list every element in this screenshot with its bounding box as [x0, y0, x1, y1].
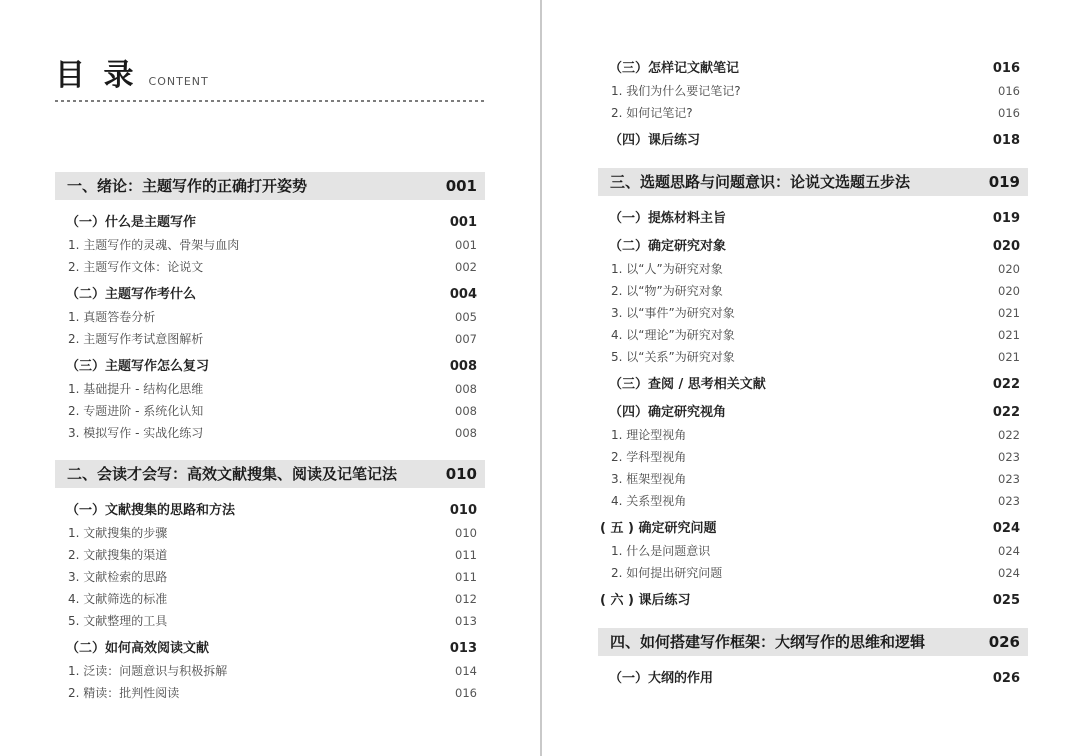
toc-section-row — [598, 208, 1028, 230]
toc-entry-page-number: 004 — [449, 287, 477, 302]
toc-entry-page-number: 026 — [992, 671, 1020, 686]
toc-entry-label: 1. 理论型视角 — [611, 428, 687, 442]
toc-entry-label: 2. 如何提出研究问题 — [611, 566, 723, 580]
toc-item-row — [598, 468, 1028, 490]
toc-entry-label: （三）查阅 / 思考相关文献 — [609, 377, 766, 392]
toc-entry-page-number: 016 — [992, 61, 1020, 76]
page-title: 目 录 — [55, 58, 138, 93]
toc-item-row — [598, 80, 1028, 102]
toc-entry-label: 一、绪论：主题写作的正确打开姿势 — [67, 177, 308, 195]
toc-chapter-row — [55, 460, 485, 488]
toc-entry-label: 4. 以“理论”为研究对象 — [611, 328, 735, 342]
toc-entry-page-number: 018 — [992, 133, 1020, 148]
toc-entry-label: 4. 文献筛选的标准 — [68, 592, 168, 606]
page-right — [543, 0, 1080, 756]
toc-left-column — [55, 110, 485, 704]
toc-item-row — [55, 256, 485, 278]
toc-entry-page-number: 011 — [455, 570, 477, 584]
toc-title-block — [55, 0, 485, 110]
toc-entry-page-number: 026 — [988, 633, 1020, 651]
toc-entry-page-number: 010 — [455, 526, 477, 540]
toc-entry-page-number: 021 — [998, 350, 1020, 364]
toc-entry-label: ( 五 ) 确定研究问题 — [600, 521, 717, 536]
toc-entry-page-number: 013 — [449, 641, 477, 656]
toc-entry-page-number: 022 — [992, 377, 1020, 392]
toc-entry-page-number: 020 — [998, 284, 1020, 298]
toc-entry-page-number: 019 — [988, 173, 1020, 191]
toc-item-row — [55, 328, 485, 350]
toc-entry-page-number: 023 — [998, 472, 1020, 486]
toc-item-row — [598, 280, 1028, 302]
toc-entry-page-number: 001 — [455, 238, 477, 252]
toc-right-column — [598, 0, 1028, 690]
toc-item-row — [55, 234, 485, 256]
toc-item-row — [55, 400, 485, 422]
toc-entry-page-number: 023 — [998, 494, 1020, 508]
toc-entry-page-number: 025 — [992, 593, 1020, 608]
toc-entry-page-number: 020 — [998, 262, 1020, 276]
toc-section-row — [55, 212, 485, 234]
toc-item-row — [598, 102, 1028, 124]
toc-item-row — [598, 324, 1028, 346]
toc-section-row — [598, 130, 1028, 152]
toc-item-row — [55, 544, 485, 566]
toc-entry-label: （一）什么是主题写作 — [66, 215, 197, 230]
toc-item-row — [55, 660, 485, 682]
toc-entry-label: 1. 基础提升 - 结构化思维 — [68, 382, 204, 396]
toc-section-row — [55, 638, 485, 660]
toc-section-alt-row — [598, 590, 1028, 612]
toc-item-row — [55, 588, 485, 610]
toc-section-alt-row — [598, 518, 1028, 540]
toc-entry-page-number: 016 — [455, 686, 477, 700]
toc-entry-label: 2. 以“物”为研究对象 — [611, 284, 723, 298]
toc-entry-label: （二）主题写作考什么 — [66, 287, 197, 302]
toc-entry-label: （二）如何高效阅读文献 — [66, 641, 210, 656]
toc-entry-label: ( 六 ) 课后练习 — [600, 593, 691, 608]
toc-entry-label: （一）提炼材料主旨 — [609, 211, 727, 226]
toc-entry-page-number: 005 — [455, 310, 477, 324]
toc-item-row — [55, 682, 485, 704]
toc-entry-page-number: 008 — [455, 426, 477, 440]
toc-entry-page-number: 016 — [998, 84, 1020, 98]
toc-entry-label: 1. 真题答卷分析 — [68, 310, 156, 324]
toc-entry-page-number: 001 — [445, 177, 477, 195]
dotted-rule — [55, 100, 485, 102]
toc-item-row — [55, 378, 485, 400]
toc-entry-page-number: 010 — [445, 465, 477, 483]
toc-entry-label: 5. 文献整理的工具 — [68, 614, 168, 628]
toc-entry-label: 1. 泛读：问题意识与积极拆解 — [68, 664, 228, 678]
toc-entry-label: （一）大纲的作用 — [609, 671, 714, 686]
toc-section-row — [598, 236, 1028, 258]
toc-entry-page-number: 007 — [455, 332, 477, 346]
toc-item-row — [598, 424, 1028, 446]
toc-entry-page-number: 022 — [992, 405, 1020, 420]
page-divider — [540, 0, 542, 756]
toc-entry-page-number: 023 — [998, 450, 1020, 464]
toc-item-row — [598, 258, 1028, 280]
toc-entry-label: 1. 我们为什么要记笔记? — [611, 84, 741, 98]
toc-entry-page-number: 012 — [455, 592, 477, 606]
toc-entry-page-number: 024 — [998, 544, 1020, 558]
toc-entry-page-number: 019 — [992, 211, 1020, 226]
toc-entry-label: 2. 精读：批判性阅读 — [68, 686, 180, 700]
toc-entry-page-number: 010 — [449, 503, 477, 518]
toc-item-row — [598, 490, 1028, 512]
toc-item-row — [55, 566, 485, 588]
toc-entry-label: 1. 以“人”为研究对象 — [611, 262, 723, 276]
toc-entry-page-number: 021 — [998, 328, 1020, 342]
toc-item-row — [598, 562, 1028, 584]
toc-entry-page-number: 014 — [455, 664, 477, 678]
toc-entry-label: （三）怎样记文献笔记 — [609, 61, 740, 76]
toc-entry-page-number: 016 — [998, 106, 1020, 120]
toc-item-row — [55, 422, 485, 444]
toc-item-row — [55, 610, 485, 632]
toc-item-row — [598, 540, 1028, 562]
toc-entry-label: 1. 主题写作的灵魂、骨架与血肉 — [68, 238, 240, 252]
toc-chapter-row — [55, 172, 485, 200]
toc-entry-page-number: 013 — [455, 614, 477, 628]
toc-item-row — [598, 446, 1028, 468]
toc-entry-label: 三、选题思路与问题意识：论说文选题五步法 — [610, 173, 911, 191]
toc-section-row — [598, 668, 1028, 690]
toc-entry-label: 3. 文献检索的思路 — [68, 570, 168, 584]
toc-entry-label: 2. 主题写作考试意图解析 — [68, 332, 204, 346]
toc-section-row — [55, 356, 485, 378]
toc-entry-label: 1. 文献搜集的步骤 — [68, 526, 168, 540]
toc-section-row — [598, 58, 1028, 80]
toc-entry-page-number: 008 — [455, 382, 477, 396]
toc-item-row — [598, 302, 1028, 324]
toc-chapter-row — [598, 168, 1028, 196]
toc-entry-label: 3. 以“事件”为研究对象 — [611, 306, 735, 320]
toc-entry-page-number: 001 — [449, 215, 477, 230]
toc-item-row — [55, 522, 485, 544]
toc-section-row — [55, 284, 485, 306]
toc-entry-label: （三）主题写作怎么复习 — [66, 359, 210, 374]
toc-section-row — [55, 500, 485, 522]
toc-entry-label: 2. 文献搜集的渠道 — [68, 548, 168, 562]
toc-entry-label: （一）文献搜集的思路和方法 — [66, 503, 236, 518]
toc-entry-label: 4. 关系型视角 — [611, 494, 687, 508]
toc-entry-label: （四）课后练习 — [609, 133, 701, 148]
toc-section-row — [598, 374, 1028, 396]
toc-entry-label: 1. 什么是问题意识 — [611, 544, 711, 558]
toc-entry-page-number: 011 — [455, 548, 477, 562]
toc-entry-label: （二）确定研究对象 — [609, 239, 727, 254]
toc-item-row — [598, 346, 1028, 368]
page-title-subtitle: CONTENT — [148, 75, 209, 88]
toc-entry-label: 3. 框架型视角 — [611, 472, 687, 486]
toc-chapter-row — [598, 628, 1028, 656]
toc-entry-page-number: 002 — [455, 260, 477, 274]
toc-entry-label: 2. 主题写作文体：论说文 — [68, 260, 204, 274]
toc-entry-page-number: 021 — [998, 306, 1020, 320]
toc-entry-label: 2. 学科型视角 — [611, 450, 687, 464]
toc-entry-page-number: 008 — [455, 404, 477, 418]
toc-entry-label: 四、如何搭建写作框架：大纲写作的思维和逻辑 — [610, 633, 926, 651]
toc-entry-page-number: 024 — [992, 521, 1020, 536]
toc-entry-page-number: 022 — [998, 428, 1020, 442]
toc-entry-label: 2. 如何记笔记? — [611, 106, 693, 120]
toc-entry-label: 3. 模拟写作 - 实战化练习 — [68, 426, 204, 440]
toc-entry-label: （四）确定研究视角 — [609, 405, 727, 420]
toc-entry-label: 5. 以“关系”为研究对象 — [611, 350, 735, 364]
toc-entry-label: 2. 专题进阶 - 系统化认知 — [68, 404, 204, 418]
toc-section-row — [598, 402, 1028, 424]
toc-item-row — [55, 306, 485, 328]
toc-entry-label: 二、会读才会写：高效文献搜集、阅读及记笔记法 — [67, 465, 398, 483]
toc-entry-page-number: 024 — [998, 566, 1020, 580]
toc-entry-page-number: 020 — [992, 239, 1020, 254]
toc-entry-page-number: 008 — [449, 359, 477, 374]
